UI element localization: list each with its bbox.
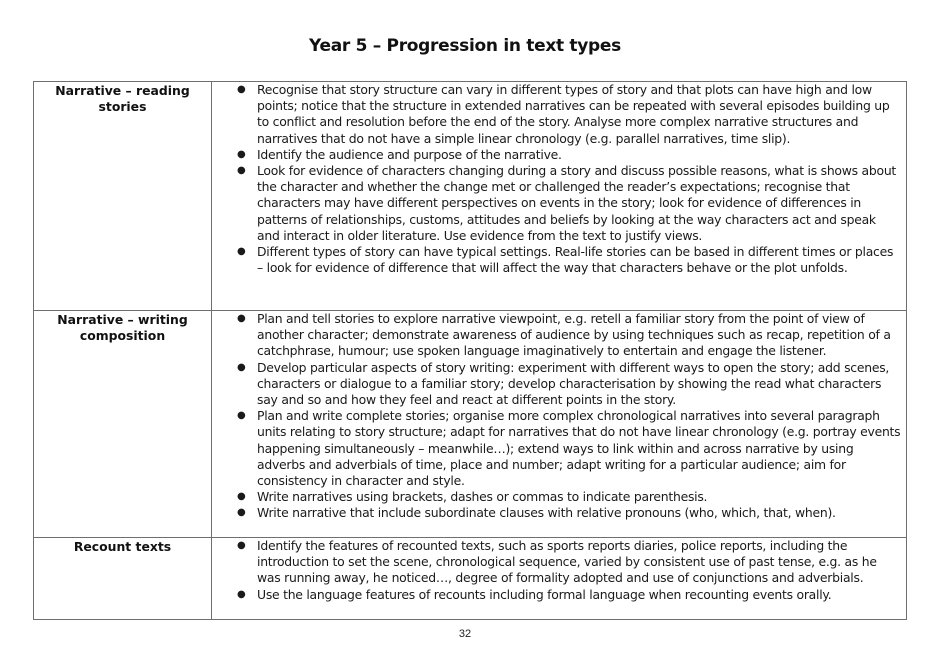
page-number: 32 [458,628,472,640]
list-item: ● Recognise that story structure can vary in different types of story and that plots can have high and low points; notice that the structure in extended narratives can be repeated with several episodes building up to conflict and resolution before the end of the story. Analyse more complex narrative structures and narratives that do not have a simple linear chronology (e.g. parallel narratives, time slip). [237,82,890,146]
bullet-icon: ● [237,313,246,324]
bullet-icon: ● [237,410,246,422]
table-row [34,538,907,620]
list-item: ● Plan and write complete stories; organise more complex chronological narratives into several paragraph units relating to story structure; adapt for narratives that do not have linear chronology (e.g. portray events happening simultaneously – meanwhile…); extend ways to link within and across narrative by using adverbs and adverbials of time, place and number; adapt writing for a particular audience; aim for consistency in character and style. [237,408,901,489]
bullet-icon: ● [237,507,246,519]
bullet-icon: ● [237,588,246,600]
row-label-narrative-writing: Narrative – writing composition [34,311,212,538]
list-item: ● Use the language features of recounts including formal language when recounting events orally. [237,586,832,602]
progression-table [33,81,907,620]
bullet-icon: ● [237,540,246,551]
list-item: ● Plan and tell stories to explore narrative viewpoint, e.g. retell a familiar story from the point of view of another character; demonstrate awareness of audience by using techniques such as recap, repetition of a catchphrase, humour; use spoken language imaginatively to entertain and engage the listener. [237,311,891,359]
bullet-icon: ● [237,165,246,177]
bullet-icon: ● [237,491,246,503]
table-row [34,82,907,311]
bullet-icon: ● [237,361,246,373]
list-item: ● Look for evidence of characters changing during a story and discuss possible reasons, what is shows about the character and whether the change met or challenged the reader’s expectations; recognise that characters may have different perspectives on events in the story; look for evidence of differences in patterns of relationships, customs, attitudes and beliefs by looking at the way characters act and speak and interact in older literature. Use evidence from the text to justify views. [237,163,897,243]
bullet-list [212,311,906,522]
row-content [212,82,907,311]
row-content [212,538,907,620]
list-item: ● Write narrative that include subordinate clauses with relative pronouns (who, which, that, when). [237,505,836,521]
list-item: ● Identify the audience and purpose of the narrative. [237,146,562,162]
list-item: ● Identify the features of recounted texts, such as sports reports diaries, police reports, including the introduction to set the scene, chronological sequence, varied by consistent use of past tense, e.g. as he was running away, he noticed…, degree of formality adopted and use of conjunctions and adverbials. [237,538,877,586]
bullet-icon: ● [237,148,246,160]
list-item: ● Develop particular aspects of story writing: experiment with different ways to open the story; add scenes, characters or dialogue to a familiar story; develop characterisation by showing the read what characters say and so and how they feel and react at different points in the story. [237,359,890,408]
bullet-list [212,82,906,276]
bullet-icon: ● [237,84,246,95]
bullet-icon: ● [237,246,246,258]
table-row [34,311,907,538]
page-title: Year 5 – Progression in text types [309,36,621,56]
row-label-recount-texts: Recount texts [34,538,212,620]
row-content [212,311,907,538]
list-item: ● Different types of story can have typical settings. Real-life stories can be based in different times or places – look for evidence of difference that will affect the way that characters behave or the plot unfolds. [237,244,894,276]
row-label-narrative-reading: Narrative – reading stories [34,82,212,311]
list-item: ● Write narratives using brackets, dashes or commas to indicate parenthesis. [237,489,708,505]
bullet-list [212,538,906,603]
